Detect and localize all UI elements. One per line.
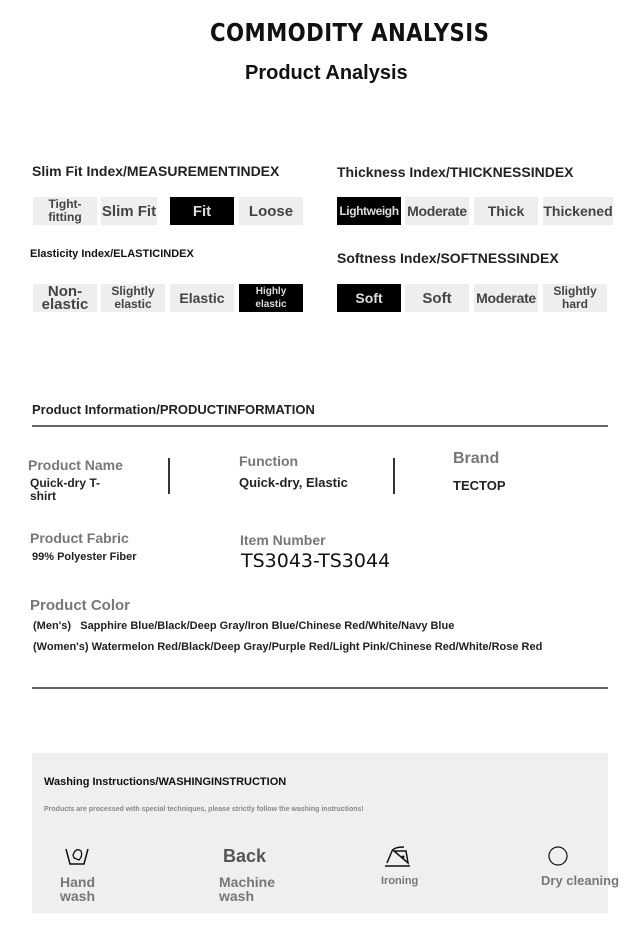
page-title: COMMODITY ANALYSIS — [210, 18, 490, 47]
divider — [32, 425, 608, 427]
divider — [32, 687, 608, 689]
hand-wash-label: Hand wash — [60, 874, 96, 904]
function-value: Quick-dry, Elastic — [239, 475, 348, 490]
mens-colors: (Men's) Sapphire Blue/Black/Deep Gray/Iron Blue/Chinese Red/White/Navy Blue — [33, 620, 455, 632]
name-label: Product Name — [28, 457, 123, 473]
elasticity-option: Elastic — [170, 284, 234, 312]
hand-wash-icon — [64, 845, 90, 867]
elasticity-title: Elasticity Index/ELASTICINDEX — [30, 248, 194, 260]
washing-note: Products are processed with special techniques, please strictly follow the washing instructions! — [44, 806, 364, 813]
machine-wash-icon: Back — [223, 846, 267, 866]
divider — [393, 458, 395, 494]
thickness-option: Moderate — [405, 197, 469, 225]
divider — [168, 458, 170, 494]
softness-option: Moderate — [474, 284, 538, 312]
womens-colors: (Women's) Watermelon Red/Black/Deep Gray/Purple Red/Light Pink/Chinese Red/White/Rose Red — [33, 641, 543, 653]
fabric-label: Product Fabric — [30, 530, 129, 546]
thickness-title: Thickness Index/THICKNESSINDEX — [337, 164, 574, 180]
thickness-option: Thickened — [543, 197, 613, 225]
brand-label: Brand — [453, 450, 500, 467]
elasticity-option: Slightly elastic — [101, 284, 165, 312]
elasticity-option: Non-elastic — [33, 284, 97, 312]
name-value: Quick-dry T-shirt — [30, 476, 101, 503]
thickness-option-selected: Lightweigh — [337, 197, 401, 225]
fabric-value: 99% Polyester Fiber — [32, 551, 137, 563]
dry-cleaning-label: Dry cleaning — [541, 873, 620, 888]
brand-value: TECTOP — [453, 478, 506, 493]
slim-fit-title: Slim Fit Index/MEASUREMENTINDEX — [32, 163, 280, 179]
elasticity-option-selected: Highly elastic — [239, 284, 303, 312]
dry-clean-icon — [547, 845, 569, 867]
color-label: Product Color — [30, 597, 130, 614]
function-label: Function — [239, 453, 299, 469]
softness-option: Slightly hard — [543, 284, 607, 312]
softness-title: Softness Index/SOFTNESSINDEX — [337, 250, 559, 266]
info-title: Product Information/PRODUCTINFORMATION — [32, 402, 315, 417]
machine-wash-label: Machine wash — [219, 874, 276, 904]
slim-option: Loose — [239, 197, 303, 225]
softness-option: Soft — [405, 284, 469, 312]
slim-option: Slim Fit — [101, 197, 157, 225]
page-subtitle: Product Analysis — [245, 62, 408, 84]
item-number-label: Item Number — [240, 532, 326, 548]
slim-option-selected: Fit — [170, 197, 234, 225]
thickness-option: Thick — [474, 197, 538, 225]
iron-icon — [384, 845, 412, 867]
item-number-value: TS3043-TS3044 — [241, 550, 391, 572]
washing-title: Washing Instructions/WASHINGINSTRUCTION — [44, 776, 287, 788]
slim-option: Tight-fitting — [33, 197, 97, 225]
softness-option-selected: Soft — [337, 284, 401, 312]
ironing-label: Ironing — [381, 875, 419, 887]
